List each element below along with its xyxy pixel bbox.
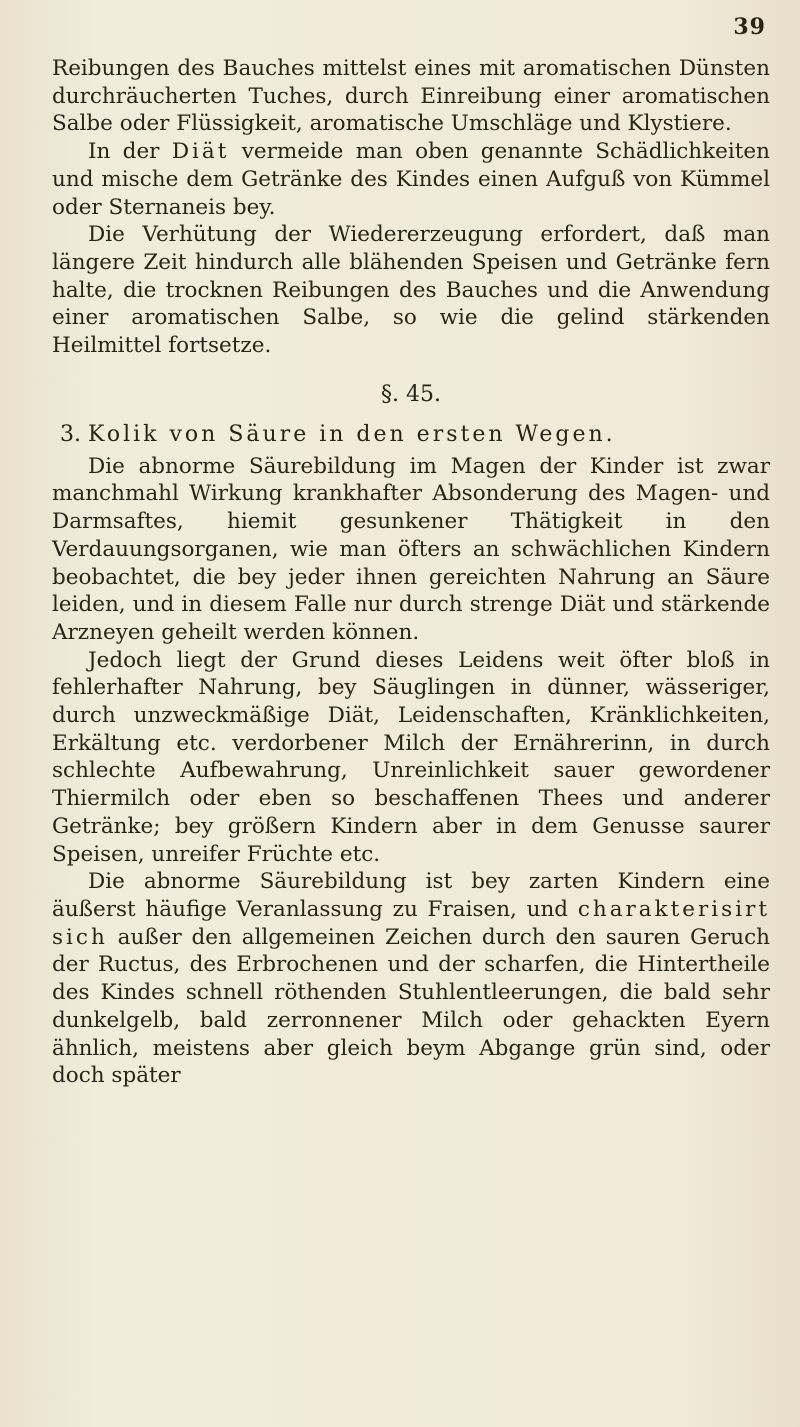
- characteristics-text: außer den allgemeinen Zeichen durch den sauren Geruch der Ructus, des Erbrochenen und der scharfen, die Hintertheile des Kindes schnell röthenden Stuhlentleerungen, die bald sehr dunkelgelb, bald zerronnener Milch oder gehackten Eyern ähnlich, meistens aber gleich beym Abgange grün sind, oder doch später: [52, 924, 770, 1089]
- diet-text: vermeide man oben genannte Schädlichkeiten und mische dem Getränke des Kindes einen Aufguß von Kümmel oder Sternaneis bey.: [52, 139, 770, 220]
- characteristics-term: charakterisirt sich: [52, 896, 770, 950]
- heading-title: Kolik von Säure in den ersten Wegen.: [88, 421, 616, 447]
- paragraph-diet: [52, 138, 770, 221]
- paragraph-bath-rubbing: Reibungen des Bauches mittelst eines mit aromatischen Dünsten durchräucherten Tuches, durch Einreibung einer aromatischen Salbe oder Flüssigkeit, aromatische Umschläge und Klystiere.: [52, 56, 770, 137]
- paragraph-acid-formation: Die abnorme Säurebildung im Magen der Kinder ist zwar manchmahl Wirkung krankhafter Absonderung des Magen- und Darmsaftes, hiemit gesunkener Thätigkeit in den Verdauungsorganen, wie man öfters an schwächlichen Kindern beobachtet, die bey jeder ihnen gereichten Nahrung an Säure leiden, und in diesem Falle nur durch strenge Diät und stärkende Arzneyen geheilt werden können.: [52, 453, 770, 645]
- heading-number: 3.: [60, 421, 81, 447]
- characteristics-prefix: Die abnorme Säurebildung ist bey zarten Kindern eine äußerst häufige Veranlassung zu Fraisen, und: [52, 869, 770, 922]
- paragraph-characteristics: [52, 868, 770, 1090]
- section-number: §. 45.: [381, 381, 441, 407]
- diet-term: Diät: [171, 139, 230, 165]
- paragraph-cause: Jedoch liegt der Grund dieses Leidens weit öfter bloß in fehlerhafter Nahrung, bey Säuglingen in dünner, wässeriger, durch unzweckmäßige Diät, Leidenschaften, Kränklichkeiten, Erkältung etc. verdorbener Milch der Ernährerinn, in durch schlechte Aufbewahrung, Unreinlichkeit sauer gewordener Thiermilch oder eben so beschaffenen Thees und anderer Getränke; bey größern Kindern aber in dem Genusse saurer Speisen, unreifer Früchte etc.: [52, 647, 770, 867]
- paragraph-prevention: Die Verhütung der Wiedererzeugung erfordert, daß man längere Zeit hindurch alle blähenden Speisen und Getränke fern halte, die trocknen Reibungen des Bauches und die Anwendung einer aromatischen Salbe, so wie die gelind stärkenden Heilmittel fortsetze.: [52, 222, 770, 359]
- diet-prefix: In der: [88, 139, 160, 165]
- section-heading: [60, 421, 770, 449]
- page-number: 39: [733, 14, 766, 40]
